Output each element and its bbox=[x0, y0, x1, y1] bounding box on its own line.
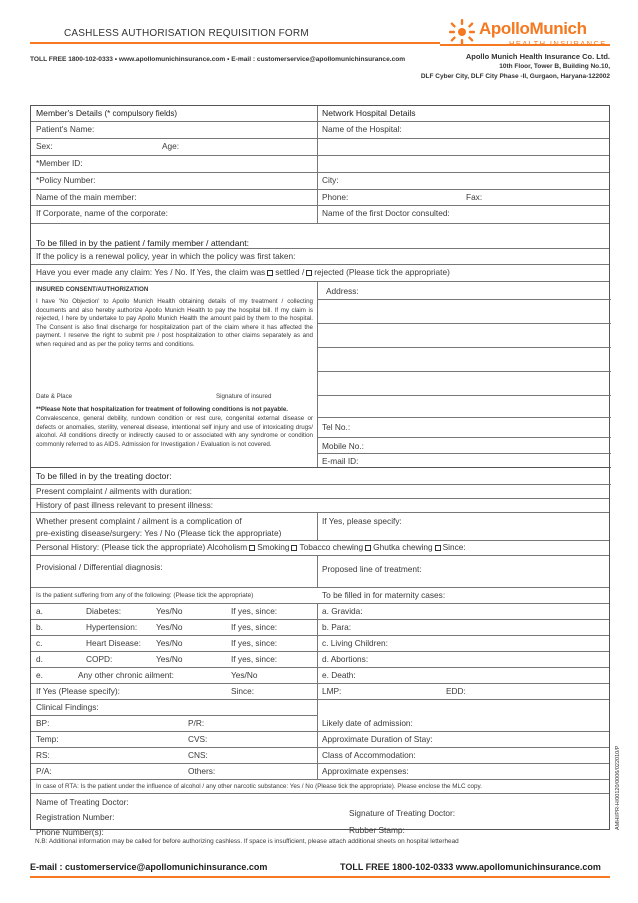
rubber-stamp-field[interactable]: Rubber Stamp: bbox=[349, 825, 405, 835]
hospital-details-heading: Network Hospital Details bbox=[322, 108, 416, 118]
clinical-findings-label: Clinical Findings: bbox=[36, 702, 99, 712]
renewal-field[interactable]: If the policy is a renewal policy, year in which the policy was first taken: bbox=[36, 251, 296, 261]
footer-divider bbox=[30, 876, 610, 878]
bp-field[interactable]: BP: bbox=[36, 718, 50, 728]
date-place-label: Date & Place bbox=[36, 393, 73, 400]
temp-field[interactable]: Temp: bbox=[36, 734, 59, 744]
conditions-divider bbox=[317, 604, 318, 780]
condition-row bbox=[31, 668, 609, 684]
logo-text: ApolloMunich bbox=[479, 19, 587, 38]
smoking-checkbox[interactable] bbox=[291, 545, 297, 551]
header-divider bbox=[30, 42, 440, 44]
condition-name: Any other chronic ailment: bbox=[78, 670, 174, 680]
sex-field[interactable]: Sex: bbox=[36, 141, 53, 151]
if-yes-specify-field[interactable]: If Yes, please specify: bbox=[322, 516, 402, 526]
consent-block bbox=[31, 282, 317, 467]
condition-name: COPD: bbox=[86, 654, 113, 664]
footer-email[interactable]: E-mail : customerservice@apollomunichinsurance.com bbox=[30, 862, 268, 872]
doctor-signature-field[interactable]: Signature of Treating Doctor: bbox=[349, 808, 456, 818]
condition-yes-no[interactable]: Yes/No bbox=[231, 670, 258, 680]
claim-field[interactable]: Have you ever made any claim: Yes / No. If Yes, the claim was settled / rejected (Please tick the appropriate) bbox=[36, 267, 450, 277]
form-title: CASHLESS AUTHORISATION REQUISITION FORM bbox=[64, 28, 309, 39]
gutka-checkbox[interactable] bbox=[435, 545, 441, 551]
condition-name: Diabetes: bbox=[86, 606, 122, 616]
personal-history-row bbox=[31, 541, 609, 556]
tel-field[interactable]: Tel No.: bbox=[322, 422, 351, 432]
rs-row bbox=[31, 748, 609, 764]
maternity-field[interactable]: e. Death: bbox=[322, 670, 356, 680]
exclusion-text: Convalescence, general debility, rundown condition or rest cure, congenital external disease or defects or anomalies, sterility, venereal disease, intentional self injury and use of intoxicating drugs/ alcohol. All conditions directly or indirectly caused to or associated with any syndrome or condition commonly referred to as AIDS. Admission for Investigation / Evaluation is not covered. bbox=[36, 415, 313, 448]
footer-toll-free[interactable]: TOLL FREE 1800-102-0333 www.apollomunichinsurance.com bbox=[340, 862, 601, 872]
details-divider bbox=[317, 106, 318, 224]
condition-yes-no[interactable]: Yes/No bbox=[156, 622, 183, 632]
corporate-row bbox=[31, 206, 609, 224]
mobile-field[interactable]: Mobile No.: bbox=[322, 441, 364, 451]
condition-index: a. bbox=[36, 606, 43, 616]
complication-row bbox=[31, 513, 609, 541]
others-field[interactable]: Others: bbox=[188, 766, 216, 776]
condition-index: b. bbox=[36, 622, 43, 632]
complaint-row bbox=[31, 485, 609, 499]
bp-row bbox=[31, 716, 609, 732]
condition-row bbox=[31, 604, 609, 620]
main-member-row bbox=[31, 190, 609, 206]
condition-name: Heart Disease: bbox=[86, 638, 141, 648]
company-address-line1: 10th Floor, Tower B, Building No.10, bbox=[499, 63, 610, 70]
condition-name: Hypertension: bbox=[86, 622, 138, 632]
condition-row bbox=[31, 652, 609, 668]
maternity-field[interactable]: b. Para: bbox=[322, 622, 352, 632]
provisional-diagnosis-field[interactable]: Provisional / Differential diagnosis: bbox=[36, 562, 163, 572]
suffering-label: Is the patient suffering from any of the following: (Please tick the appropriate) bbox=[36, 592, 254, 599]
condition-yes-no[interactable]: Yes/No bbox=[156, 606, 183, 616]
address-line-5 bbox=[317, 395, 611, 396]
other-specify-row bbox=[31, 684, 609, 700]
policy-number-field[interactable]: *Policy Number: bbox=[36, 175, 96, 185]
condition-since-field[interactable]: If yes, since: bbox=[231, 654, 278, 664]
condition-index: e. bbox=[36, 670, 43, 680]
consent-heading: INSURED CONSENT/AUTHORIZATION bbox=[36, 286, 149, 293]
logo-subtext: HEALTH INSURANCE bbox=[509, 39, 607, 48]
pa-row bbox=[31, 764, 609, 780]
sun-logo-icon bbox=[445, 18, 479, 48]
history-row bbox=[31, 499, 609, 513]
patient-section-heading: To be filled in by the patient / family member / attendant: bbox=[36, 238, 250, 248]
condition-yes-no[interactable]: Yes/No bbox=[156, 654, 183, 664]
history-field[interactable]: History of past illness relevant to present illness: bbox=[36, 500, 214, 510]
proposed-treatment-field[interactable]: Proposed line of treatment: bbox=[322, 564, 422, 574]
cns-field[interactable]: CNS: bbox=[188, 750, 208, 760]
email-field[interactable]: E-mail ID: bbox=[322, 456, 359, 466]
maternity-label: To be filled in for maternity cases: bbox=[322, 590, 446, 600]
nb-note: N.B: Additional information may be called for before authorizing cashless. If space is insufficient, please attach additional sheets on hospital letterhead bbox=[35, 838, 459, 845]
corporate-field[interactable]: If Corporate, name of the corporate: bbox=[36, 208, 168, 218]
main-member-field[interactable]: Name of the main member: bbox=[36, 192, 137, 202]
address-line-3 bbox=[317, 347, 611, 348]
exclusion-note: **Please Note that hospitalization for treatment of following conditions is not payable. bbox=[36, 406, 288, 413]
edd-field[interactable]: EDD: bbox=[446, 686, 466, 696]
rs-field[interactable]: RS: bbox=[36, 750, 50, 760]
patient-name-field[interactable]: Patient's Name: bbox=[36, 124, 95, 134]
pr-field[interactable]: P/R: bbox=[188, 718, 205, 728]
member-id-field[interactable]: *Member ID: bbox=[36, 158, 83, 168]
condition-row bbox=[31, 620, 609, 636]
address-field[interactable]: Address: bbox=[326, 286, 359, 296]
duration-stay-field[interactable]: Approximate Duration of Stay: bbox=[322, 734, 433, 744]
address-line-6 bbox=[317, 417, 611, 418]
address-line-4 bbox=[317, 371, 611, 372]
maternity-field[interactable]: d. Abortions: bbox=[322, 654, 369, 664]
registration-field[interactable]: Registration Number: bbox=[36, 812, 115, 822]
age-field[interactable]: Age: bbox=[162, 141, 180, 151]
diagnosis-row bbox=[31, 556, 609, 588]
city-field[interactable]: City: bbox=[322, 175, 339, 185]
admission-date-field[interactable]: Likely date of admission: bbox=[322, 718, 413, 728]
rejected-checkbox[interactable] bbox=[306, 270, 312, 276]
company-address-line2: DLF Cyber City, DLF City Phase -II, Gurgaon, Haryana-122002 bbox=[420, 73, 610, 80]
address-line-2 bbox=[317, 323, 611, 324]
maternity-field[interactable]: a. Gravida: bbox=[322, 606, 363, 616]
maternity-field[interactable]: c. Living Children: bbox=[322, 638, 388, 648]
member-details-heading: Member's Details (* compulsory fields) bbox=[36, 108, 177, 118]
signature-block bbox=[349, 805, 455, 839]
doctor-section-heading: To be filled in by the treating doctor: bbox=[36, 471, 172, 481]
condition-since-field[interactable]: If yes, since: bbox=[231, 606, 278, 616]
condition-index: d. bbox=[36, 654, 43, 664]
temp-row bbox=[31, 732, 609, 748]
tobacco-checkbox[interactable] bbox=[365, 545, 371, 551]
claim-row bbox=[31, 265, 609, 282]
toll-free-line: TOLL FREE 1800-102-0333 • www.apollomunichinsurance.com • E-mail : customerservice@apollomunichinsurance.com bbox=[30, 56, 406, 63]
consent-text: I have 'No Objection' to Apollo Munich Health obtaining details of my treatment / collecting documents and also hereby authorize Apollo Munich Health to pay the hospital bill. If my claim is rejected, I here by undertake to pay Apollo Munich Health the amount paid by them to the hospital. The Consent is also final discharge for hospitalization part of the claim where it has affected the payment. I reserve the right to submit pre / post hospitalization to other claims separately as and when required and as per the policy terms and conditions. bbox=[36, 298, 313, 348]
settled-checkbox[interactable] bbox=[267, 270, 273, 276]
pa-field[interactable]: P/A: bbox=[36, 766, 52, 776]
expenses-field[interactable]: Approximate expenses: bbox=[322, 766, 409, 776]
treating-doctor-block bbox=[36, 795, 129, 840]
accommodation-field[interactable]: Class of Accommodation: bbox=[322, 750, 416, 760]
rta-row bbox=[31, 780, 609, 794]
address-line-1 bbox=[317, 299, 611, 300]
complication-field[interactable]: Whether present complaint / ailment is a complication of pre-existing disease/surgery: Yes / No (Please tick the appropriate) bbox=[36, 516, 282, 538]
policy-row bbox=[31, 173, 609, 190]
treating-doctor-field[interactable]: Name of Treating Doctor: bbox=[36, 797, 129, 807]
lmp-field[interactable]: LMP: bbox=[322, 686, 342, 696]
signature-insured-label: Signature of insured bbox=[216, 393, 272, 400]
condition-index: c. bbox=[36, 638, 43, 648]
condition-row bbox=[31, 636, 609, 652]
tel-line bbox=[317, 437, 611, 438]
condition-yes-no[interactable]: Yes/No bbox=[156, 638, 183, 648]
clinical-row bbox=[31, 700, 317, 716]
condition-since-field[interactable]: If yes, since: bbox=[231, 638, 278, 648]
hospital-name-field[interactable]: Name of the Hospital: bbox=[322, 124, 402, 134]
apollo-munich-logo bbox=[445, 18, 615, 52]
first-doctor-field[interactable]: Name of the first Doctor consulted: bbox=[322, 208, 450, 218]
suffering-row bbox=[31, 588, 609, 604]
phone-numbers-field[interactable]: Phone Number(s): bbox=[36, 827, 104, 837]
rta-field[interactable]: In case of RTA: Is the patient under the influence of alcohol / any other narcotic substance: Yes / No (Please tick the appropriate). Please enclose the MLC copy. bbox=[36, 783, 482, 790]
company-address bbox=[421, 52, 610, 82]
details-header-row bbox=[31, 106, 609, 122]
company-name: Apollo Munich Health Insurance Co. Ltd. bbox=[465, 52, 610, 61]
alcoholism-checkbox[interactable] bbox=[249, 545, 255, 551]
phone-field[interactable]: Phone: bbox=[322, 192, 349, 202]
since2-field[interactable]: Since: bbox=[231, 686, 255, 696]
authorisation-form bbox=[30, 105, 610, 837]
renewal-row bbox=[31, 248, 609, 265]
complaint-field[interactable]: Present complaint / ailments with duration: bbox=[36, 486, 192, 496]
condition-since-field[interactable]: If yes, since: bbox=[231, 622, 278, 632]
cvs-field[interactable]: CVS: bbox=[188, 734, 208, 744]
personal-history-field[interactable]: Personal History: (Please tick the appropriate) Alcoholism Smoking Tobacco chewing Ghutka chewing Since: bbox=[36, 542, 466, 552]
form-code: AMHI/PR-H/00120/0006/022010/P bbox=[615, 745, 621, 830]
condition-since-field[interactable] bbox=[226, 668, 317, 683]
if-yes-specify2-field[interactable]: If Yes (Please specify): bbox=[36, 686, 120, 696]
patient-section-row bbox=[31, 224, 609, 248]
fax-field[interactable]: Fax: bbox=[466, 192, 483, 202]
